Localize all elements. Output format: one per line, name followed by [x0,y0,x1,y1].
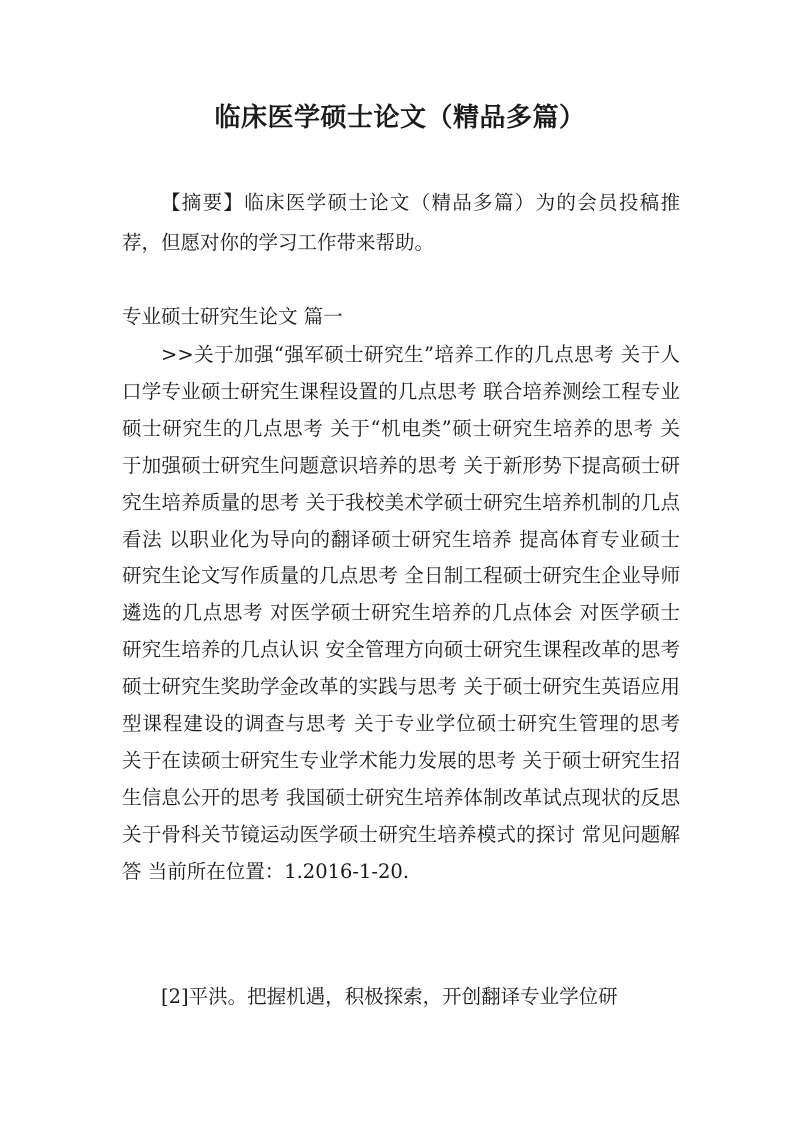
section-heading: 专业硕士研究生论文 篇一 [122,305,343,328]
reference-paragraph: [2]平洪。把握机遇，积极探索，开创翻译专业学位研 [161,985,618,1008]
abstract-paragraph: 【摘要】临床医学硕士论文（精品多篇）为的会员投稿推荐，但愿对你的学习工作带来帮助。 [122,191,680,254]
body-paragraph: >>关于加强“强军硕士研究生”培养工作的几点思考 关于人口学专业硕士研究生课程设置的几点思考 联合培养测绘工程专业硕士研究生的几点思考 关于“机电类”硕士研究生培养的思考 关于加强硕士研究生问题意识培养的思考 关于新形势下提高硕士研究生培养质量的思考 关于我校美术学硕士研究生培养机制的几点看法 以职业化为导向的翻译硕士研究生培养 提高体育专业硕士研究生论文写作质量的几点思考 全日制工程硕士研究生企业导师遴选的几点思考 对医学硕士研究生培养的几点体会 对医学硕士研究生培养的几点认识 安全管理方向硕士研究生课程改革的思考 硕士研究生奖助学金改革的实践与思考 关于硕士研究生英语应用型课程建设的调查与思考 关于专业学位硕士研究生管理的思考 关于在读硕士研究生专业学术能力发展的思考 关于硕士研究生招生信息公开的思考 我国硕士研究生培养体制改革试点现状的反思 关于骨科关节镜运动医学硕士研究生培养模式的探讨 常见问题解答 当前所在位置：1.2016-1-20. [122,343,680,883]
document-title: 临床医学硕士论文（精品多篇） [214,103,586,133]
